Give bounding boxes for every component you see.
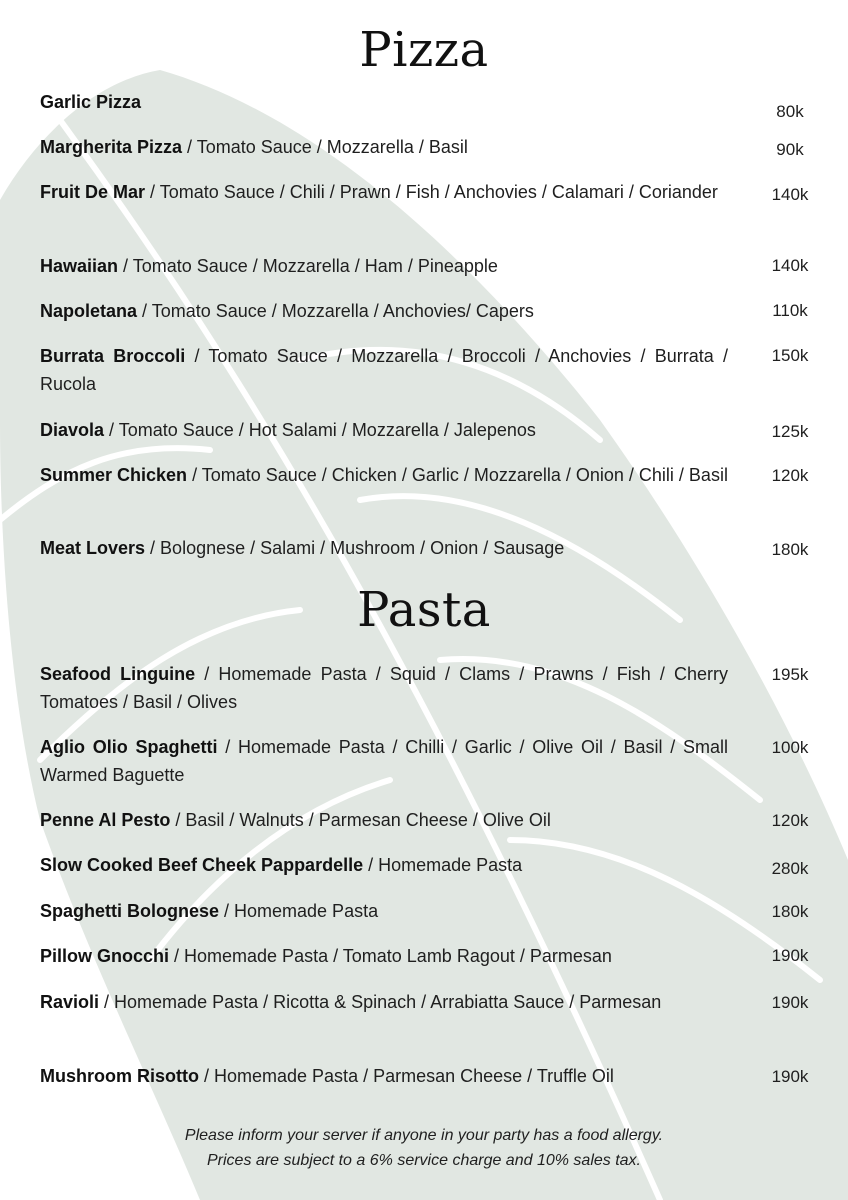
menu-item-name: Slow Cooked Beef Cheek Pappardelle [40,855,364,875]
pasta-item-beef-cheek-pappardelle [40,851,728,879]
menu-item-price: 190k [771,946,809,965]
menu-item-price: 150k [771,346,809,365]
menu-item-price: 180k [771,902,809,921]
menu-item-description: / Homemade Pasta [363,855,523,875]
pizza-item-burrata-broccoli [40,342,728,398]
menu-item-description: / Homemade Pasta / Tomato Lamb Ragout / Parmesan [169,946,612,966]
menu-item-name: Diavola [40,420,105,440]
service-charge-note: Prices are subject to a 6% service charge and 10% sales tax. [207,1152,641,1169]
pizza-item-meat-lovers [40,534,728,562]
menu-item-name: Napoletana [40,301,138,321]
pasta-item-aglio-olio [40,733,728,789]
pizza-item-garlic-pizza [40,88,728,116]
pasta-item-mushroom-risotto [40,1062,728,1090]
pizza-item-fruit-de-mar [40,178,728,206]
menu-item-description: / Tomato Sauce / Mozzarella / Basil [182,137,468,157]
menu-item-name: Burrata Broccoli [40,346,186,366]
menu-item-price: 180k [771,540,809,559]
menu-item-name: Summer Chicken [40,465,188,485]
menu-item-price: 140k [771,185,809,204]
pasta-item-spaghetti-bolognese [40,897,728,925]
menu-item-description: / Tomato Sauce / Mozzarella / Broccoli / Anchovies / Burrata / Rucola [40,346,728,394]
menu-item-name: Garlic Pizza [40,92,142,112]
menu-item-description: / Bolognese / Salami / Mushroom / Onion / Sausage [145,538,565,558]
menu-item-description: / Homemade Pasta / Ricotta & Spinach / Arrabiatta Sauce / Parmesan [99,992,662,1012]
menu-item-price: 190k [771,1067,809,1086]
pasta-item-penne-al-pesto [40,806,728,834]
pizza-item-diavola [40,416,728,444]
menu-item-description: / Homemade Pasta / Parmesan Cheese / Truffle Oil [199,1066,614,1086]
menu-item-name: Seafood Linguine [40,664,196,684]
menu-item-price: 110k [772,301,808,320]
menu-item-price: 125k [771,422,809,441]
pasta-section-title: Pasta [357,582,491,638]
menu-item-name: Mushroom Risotto [40,1066,199,1086]
menu-item-price: 280k [771,859,809,878]
pizza-item-summer-chicken [40,461,728,489]
menu-item-name: Aglio Olio Spaghetti [40,737,218,757]
menu-item-price: 80k [776,102,804,121]
pizza-item-napoletana [40,297,728,325]
menu-item-price: 195k [771,665,809,684]
menu-item-description: / Homemade Pasta / Squid / Clams / Prawns / Fish / Cherry Tomatoes / Basil / Olives [40,664,729,712]
menu-item-description: / Tomato Sauce / Chili / Prawn / Fish / Anchovies / Calamari / Coriander [145,182,718,202]
menu-item-description: / Basil / Walnuts / Parmesan Cheese / Olive Oil [170,810,551,830]
menu-item-name: Meat Lovers [40,538,146,558]
menu-item-name: Spaghetti Bolognese [40,901,220,921]
pizza-item-hawaiian [40,252,728,280]
menu-item-price: 140k [771,256,809,275]
menu-item-name: Ravioli [40,992,100,1012]
pizza-item-margherita [40,133,728,161]
menu-item-description: / Homemade Pasta / Chilli / Garlic / Olive Oil / Basil / Small Warmed Baguette [40,737,728,785]
menu-item-description: / Tomato Sauce / Mozzarella / Anchovies/ Capers [137,301,534,321]
pasta-item-seafood-linguine [40,660,728,716]
menu-item-description: / Tomato Sauce / Chicken / Garlic / Mozzarella / Onion / Chili / Basil [187,465,728,485]
menu-item-price: 90k [776,140,804,159]
menu-item-price: 120k [771,811,809,830]
allergy-note: Please inform your server if anyone in your party has a food allergy. [184,1127,664,1144]
menu-item-price: 100k [771,738,809,757]
pasta-item-pillow-gnocchi [40,942,728,970]
menu-item-name: Pillow Gnocchi [40,946,170,966]
menu-item-description: / Homemade Pasta [219,901,379,921]
menu-item-price: 190k [771,993,809,1012]
menu-item-price: 120k [771,466,809,485]
menu-item-name: Fruit De Mar [40,182,146,202]
menu-item-name: Hawaiian [40,256,119,276]
pizza-section-title: Pizza [359,22,489,78]
menu-item-name: Penne Al Pesto [40,810,171,830]
menu-item-description: / Tomato Sauce / Hot Salami / Mozzarella / Jalepenos [104,420,536,440]
pasta-item-ravioli [40,988,728,1016]
menu-item-description: / Tomato Sauce / Mozzarella / Ham / Pineapple [118,256,498,276]
menu-item-name: Margherita Pizza [40,137,183,157]
